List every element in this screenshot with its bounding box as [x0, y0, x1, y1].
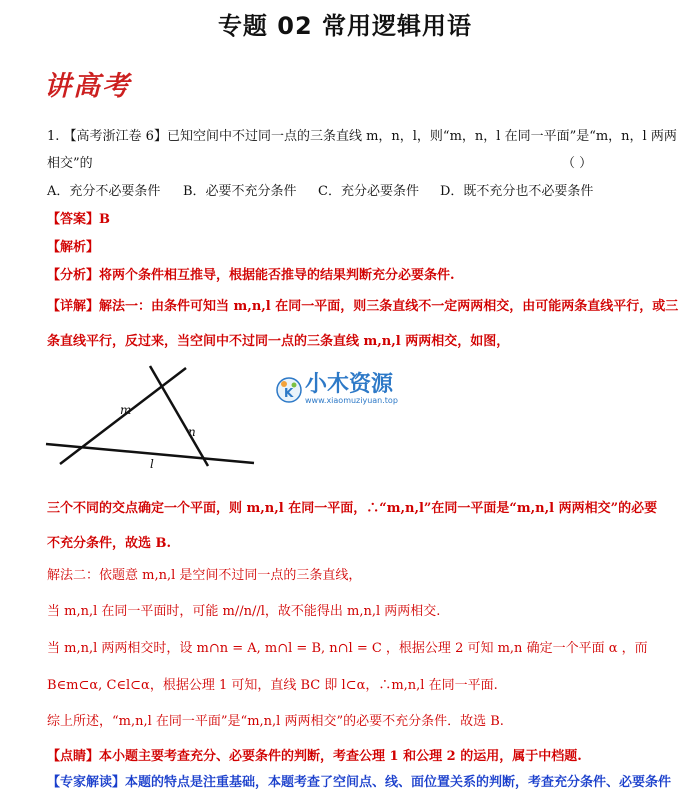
- option-b: B．必要不充分条件: [183, 184, 297, 199]
- method-two-line-1: 解法二：依题意 m,n,l 是空间不过同一点的三条直线，: [47, 568, 362, 583]
- option-c: C．充分必要条件: [318, 184, 419, 199]
- after-figure-line-2: 不充分条件，故选 B.: [47, 536, 172, 551]
- page-title: 专题 02 常用逻辑用语: [217, 12, 473, 40]
- svg-text:K: K: [284, 386, 294, 400]
- section-heading: 讲高考: [44, 71, 131, 102]
- dianjing-line: [47, 748, 582, 766]
- watermark-url: www.xiaomuziyuan.top: [305, 396, 398, 405]
- detail-text-1: 解法一：由条件可知当 m,n,l 在同一平面，则三条直线不一定两两相交，由可能两条直线平行，或三: [99, 299, 679, 314]
- method-two-line-3: 当 m,n,l 两两相交时，设 m∩n = A, m∩l = B, n∩l = C ，根据公理 2 可知 m,n 确定一个平面 α ，而: [47, 641, 648, 656]
- expert-text: 本题的特点是注重基础，本题考查了空间点、线、面位置关系的判断，考查充分条件、必要条件: [125, 775, 672, 790]
- after-figure-line-1: 三个不同的交点确定一个平面，则 m,n,l 在同一平面，∴“m,n,l”在同一平面是“m,n,l 两两相交”的必要: [47, 501, 658, 516]
- answer-value: B: [99, 212, 111, 227]
- answer-blank: （ ）: [562, 156, 593, 171]
- expert-tag: 【专家解读】: [47, 775, 126, 790]
- dianjing-text: 本小题主要考查充分、必要条件的判断，考查公理 1 和公理 2 的运用，属于中档题.: [99, 749, 582, 764]
- dianjing-tag: 【点睛】: [47, 749, 100, 764]
- expert-line: [47, 774, 671, 792]
- method-two-line-4: B∈m⊂α, C∈l⊂α，根据公理 1 可知，直线 BC 即 l⊂α，∴m,n,l 在同一平面.: [47, 678, 498, 693]
- watermark-name: 小木资源: [305, 372, 394, 397]
- summary-line: 综上所述，“m,n,l 在同一平面”是“m,n,l 两两相交”的必要不充分条件．故选 B.: [47, 714, 504, 729]
- label-l: l: [150, 457, 154, 470]
- k-logo-icon: [276, 377, 302, 403]
- watermark-logo: [276, 374, 398, 406]
- fenxi-text: 将两个条件相互推导，根据能否推导的结果判断充分必要条件.: [99, 268, 455, 283]
- option-d: D．既不充分也不必要条件: [440, 184, 594, 199]
- option-a: A．充分不必要条件: [47, 184, 161, 199]
- detail-line-2: 条直线平行，反过来，当空间中不过同一点的三条直线 m,n,l 两两相交，如图，: [47, 334, 510, 349]
- line-n: [150, 366, 208, 466]
- three-lines-figure: [40, 360, 270, 470]
- label-n: n: [188, 425, 196, 439]
- analysis-tag: 【解析】: [47, 240, 100, 255]
- fenxi-line: [47, 267, 455, 285]
- label-m: m: [120, 403, 132, 417]
- fenxi-tag: 【分析】: [47, 268, 100, 283]
- method-two-line-2: 当 m,n,l 在同一平面时，可能 m//n//l，故不能得出 m,n,l 两两相交.: [47, 604, 441, 619]
- answer-line: [47, 211, 110, 229]
- question-stem-line-1: 1. 【高考浙江卷 6】已知空间中不过同一点的三条直线 m，n，l，则“m，n，l 在同一平面”是“m，n，l 两两: [47, 129, 677, 144]
- question-stem-line-2: 相交”的: [47, 156, 93, 171]
- detail-tag: 【详解】: [47, 299, 100, 314]
- answer-tag: 【答案】: [47, 212, 100, 227]
- detail-line-1: [47, 298, 678, 316]
